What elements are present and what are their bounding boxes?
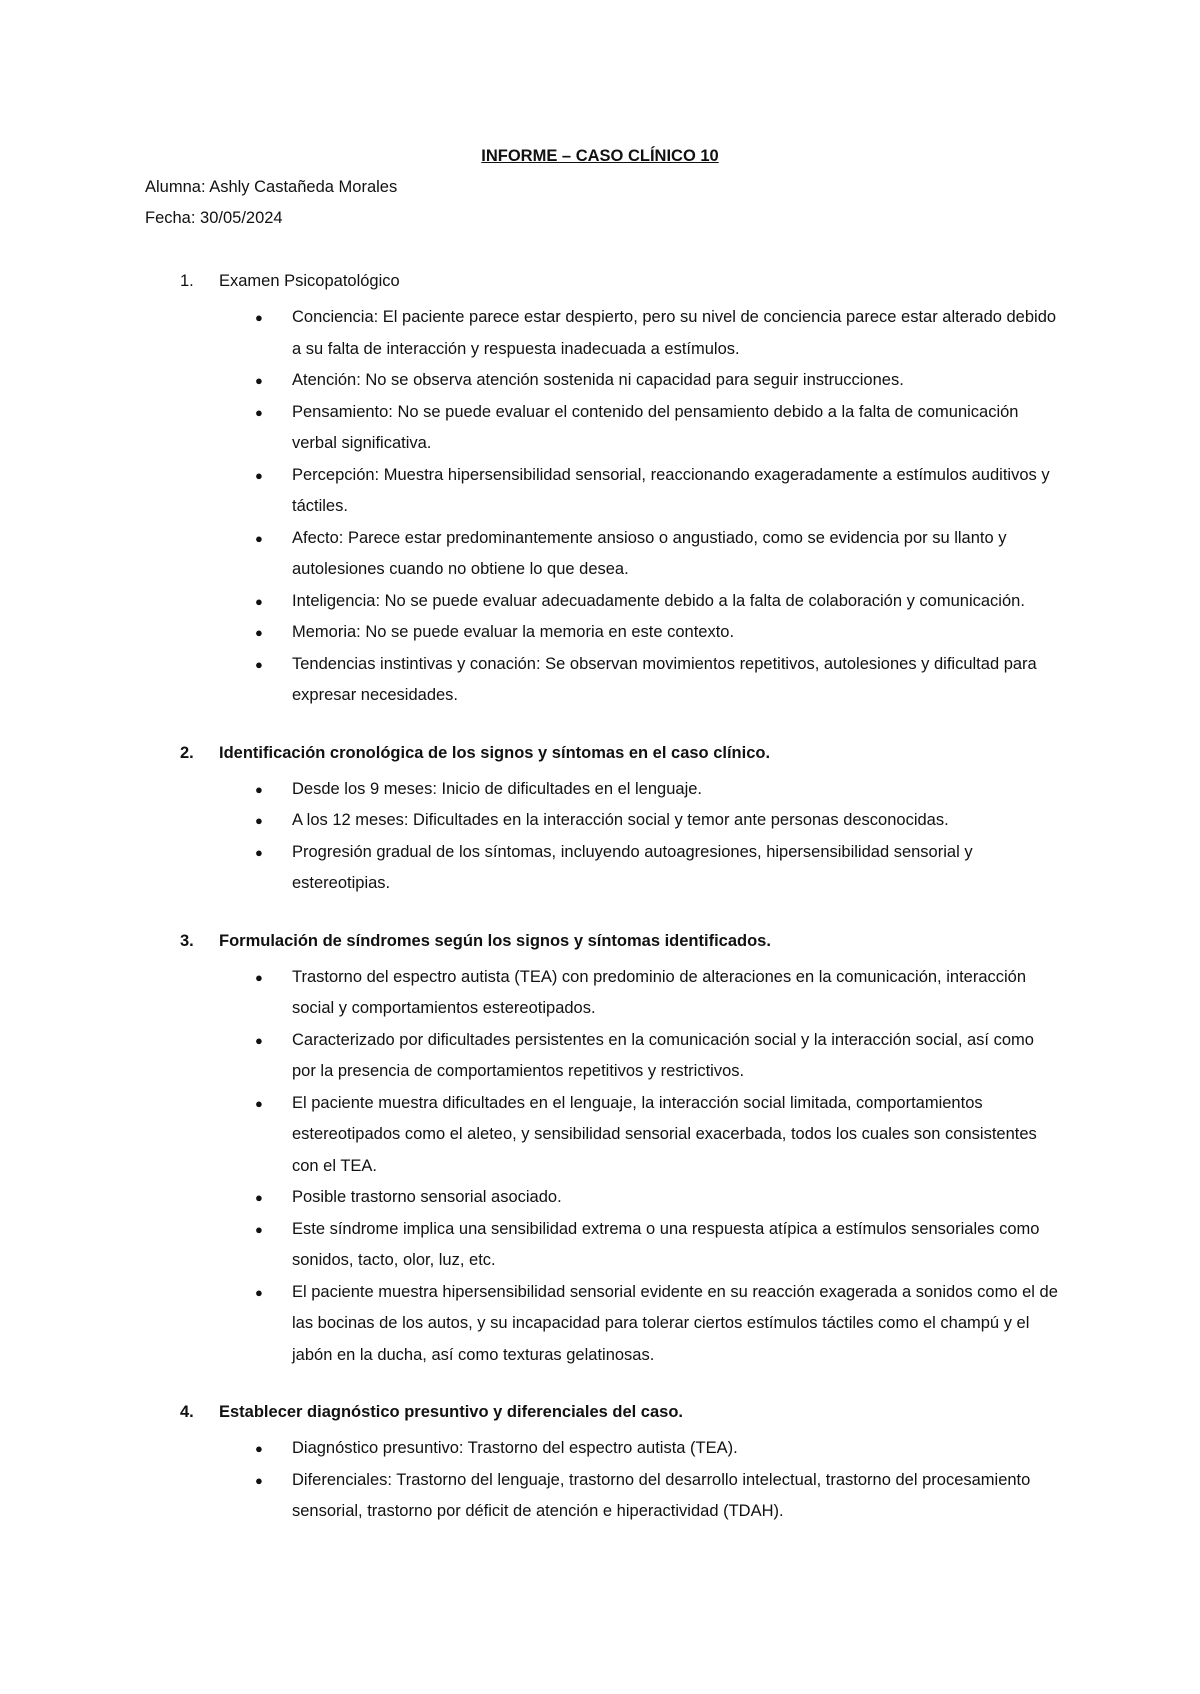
section-heading	[0, 743, 1200, 774]
section-title: Establecer diagnóstico presuntivo y diferenciales del caso.	[219, 1403, 683, 1421]
section-formulacion-sindromes	[0, 931, 1200, 1372]
list-item: ● Caracterizado por dificultades persistentes en la comunicación social y la interacción social, así como por la presencia de comportamientos repetitivos y restrictivos.	[0, 1025, 1200, 1088]
bullet-icon: ●	[255, 1284, 263, 1300]
bullet-icon: ●	[255, 656, 263, 672]
list-item: ● Inteligencia: No se puede evaluar adecuadamente debido a la falta de colaboración y comunicación.	[0, 586, 1200, 618]
bullet-icon: ●	[255, 1221, 263, 1237]
section-heading	[0, 271, 1200, 302]
bullet-icon: ●	[255, 1472, 263, 1488]
section-spacer	[0, 1371, 1200, 1402]
bullet-icon: ●	[255, 844, 263, 860]
list-item: ● Desde los 9 meses: Inicio de dificultades en el lenguaje.	[0, 774, 1200, 806]
report-date: Fecha: 30/05/2024	[145, 209, 283, 227]
list-item: ● Posible trastorno sensorial asociado.	[0, 1182, 1200, 1214]
section-spacer	[0, 712, 1200, 743]
bullet-icon: ●	[255, 593, 263, 609]
section-number: 3.	[180, 931, 194, 950]
list-item: ● El paciente muestra dificultades en el lenguaje, la interacción social limitada, comportamientos estereotipados como el aleteo, y sensibilidad sensorial exacerbada, todos los cuales son consistentes con el TEA.	[0, 1088, 1200, 1183]
bullet-list	[0, 302, 1200, 712]
section-identificacion-cronologica	[0, 743, 1200, 900]
list-item: ● El paciente muestra hipersensibilidad sensorial evidente en su reacción exagerada a sonidos como el de las bocinas de los autos, y su incapacidad para tolerar ciertos estímulos táctiles como el champú y el jabón en la ducha, así como texturas gelatinosas.	[0, 1277, 1200, 1372]
bullet-icon: ●	[255, 1032, 263, 1048]
list-item: ● Afecto: Parece estar predominantemente ansioso o angustiado, como se evidencia por su llanto y autolesiones cuando no obtiene lo que desea.	[0, 523, 1200, 586]
bullet-list	[0, 962, 1200, 1372]
bullet-icon: ●	[255, 467, 263, 483]
bullet-icon: ●	[255, 969, 263, 985]
section-heading	[0, 931, 1200, 962]
section-examen-psicopatologico	[0, 271, 1200, 712]
bullet-icon: ●	[255, 310, 263, 325]
bullet-icon: ●	[255, 781, 263, 797]
section-number: 4.	[180, 1403, 194, 1421]
list-item: ● Memoria: No se puede evaluar la memoria en este contexto.	[0, 617, 1200, 649]
section-diagnostico	[0, 1402, 1200, 1528]
document-title: INFORME – CASO CLÍNICO 10	[481, 147, 719, 165]
bullet-icon: ●	[255, 625, 263, 640]
section-number: 2.	[180, 743, 194, 762]
bullet-icon: ●	[255, 813, 263, 828]
list-item: ● Tendencias instintivas y conación: Se observan movimientos repetitivos, autolesiones y dificultad para expresar necesidades.	[0, 649, 1200, 712]
list-item: ● Diagnóstico presuntivo: Trastorno del espectro autista (TEA).	[0, 1433, 1200, 1465]
list-item: ● Trastorno del espectro autista (TEA) con predominio de alteraciones en la comunicación, interacción social y comportamientos estereotipados.	[0, 962, 1200, 1025]
bullet-icon: ●	[255, 1190, 263, 1205]
student-name: Alumna: Ashly Castañeda Morales	[145, 178, 398, 196]
list-item: ● Conciencia: El paciente parece estar despierto, pero su nivel de conciencia parece estar alterado debido a su falta de interacción y respuesta inadecuada a estímulos.	[0, 302, 1200, 365]
list-item: ● Atención: No se observa atención sostenida ni capacidad para seguir instrucciones.	[0, 365, 1200, 397]
bullet-list	[0, 774, 1200, 900]
bullet-list	[0, 1433, 1200, 1528]
list-item: ● Progresión gradual de los síntomas, incluyendo autoagresiones, hipersensibilidad sensorial y estereotipias.	[0, 837, 1200, 900]
list-item: ● A los 12 meses: Dificultades en la interacción social y temor ante personas desconocidas.	[0, 805, 1200, 837]
section-heading	[0, 1402, 1200, 1433]
section-title: Formulación de síndromes según los signos y síntomas identificados.	[219, 931, 771, 950]
bullet-icon: ●	[255, 530, 263, 546]
section-title: Examen Psicopatológico	[219, 272, 400, 290]
section-spacer	[0, 900, 1200, 931]
document-body	[0, 271, 1200, 1528]
bullet-icon: ●	[255, 1441, 263, 1456]
section-title: Identificación cronológica de los signos y síntomas en el caso clínico.	[219, 743, 771, 762]
list-item: ● Pensamiento: No se puede evaluar el contenido del pensamiento debido a la falta de comunicación verbal significativa.	[0, 397, 1200, 460]
list-item: ● Este síndrome implica una sensibilidad extrema o una respuesta atípica a estímulos sensoriales como sonidos, tacto, olor, luz, etc.	[0, 1214, 1200, 1277]
section-number: 1.	[180, 272, 194, 290]
list-item: ● Percepción: Muestra hipersensibilidad sensorial, reaccionando exageradamente a estímulos auditivos y táctiles.	[0, 460, 1200, 523]
bullet-icon: ●	[255, 1095, 263, 1111]
bullet-icon: ●	[255, 373, 263, 388]
list-item: ● Diferenciales: Trastorno del lenguaje, trastorno del desarrollo intelectual, trastorno del procesamiento sensorial, trastorno por déficit de atención e hiperactividad (TDAH).	[0, 1465, 1200, 1528]
bullet-icon: ●	[255, 404, 263, 420]
